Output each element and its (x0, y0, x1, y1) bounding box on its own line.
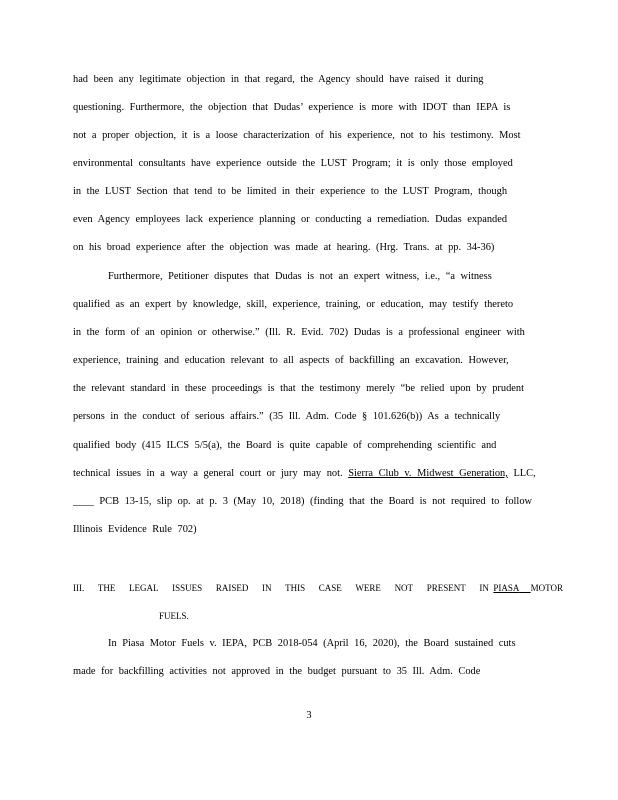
paragraph-1-line-7: on his broad experience after the objection was made at hearing. (Hrg. Trans. at pp. 34-36) (73, 242, 495, 253)
paragraph-2-line-9 (73, 495, 543, 509)
blank-reporter-cite: ____ (73, 496, 94, 507)
paragraph-3-line-2: made for backfilling activities not approved in the budget pursuant to 35 Ill. Adm. Code (73, 666, 481, 677)
line-8-tail: LLC, (507, 468, 536, 479)
paragraph-1-line-3: not a proper objection, it is a loose characterization of his experience, not to his testimony. Most (73, 130, 521, 141)
paragraph-1-line-6: even Agency employees lack experience planning or conducting a remediation. Dudas expanded (73, 214, 508, 225)
heading-number: III. (73, 583, 85, 593)
heading-case-name-2: MOTOR (530, 583, 563, 593)
section-heading (73, 581, 563, 595)
heading-case-name: PIASA (493, 583, 520, 593)
paragraph-2-line-7: qualified body (415 ILCS 5/5(a), the Board is quite capable of comprehending scientific and (73, 440, 497, 451)
heading-word: IN PIASA MOTOR (479, 583, 563, 593)
heading-word: LEGAL (129, 583, 159, 593)
paragraph-2-line-1: Furthermore, Petitioner disputes that Dudas is not an expert witness, i.e., “a witness (108, 271, 492, 282)
page-number: 3 (306, 710, 312, 721)
paragraph-1-line-1: had been any legitimate objection in that regard, the Agency should have raised it during (73, 74, 484, 85)
heading-word: IN (261, 583, 272, 593)
paragraph-2-line-6: persons in the conduct of serious affairs.” (35 Ill. Adm. Code § 101.626(b)) As a technically (73, 411, 501, 422)
heading-word: THIS (285, 583, 306, 593)
paragraph-2-line-2: qualified as an expert by knowledge, skill, experience, training, or education, may testify thereto (73, 299, 514, 310)
paragraph-1-line-5: in the LUST Section that tend to be limited in their experience to the LUST Program, though (73, 186, 508, 197)
heading-word: THE (97, 583, 116, 593)
paragraph-1-line-4: environmental consultants have experience outside the LUST Program; it is only those employed (73, 158, 513, 169)
paragraph-2-line-8 (73, 467, 543, 481)
paragraph-2-line-10: Illinois Evidence Rule 702) (73, 524, 197, 535)
line-8-text: technical issues in a way a general court or jury may not. (73, 468, 349, 479)
heading-word: WERE (355, 583, 381, 593)
case-citation-sierra-club: Sierra Club v. Midwest Generation, (348, 468, 508, 479)
paragraph-2-line-4: experience, training and education relevant to all aspects of backfilling an excavation. However, (73, 355, 509, 366)
paragraph-3-line-1: In Piasa Motor Fuels v. IEPA, PCB 2018-054 (April 16, 2020), the Board sustained cuts (108, 638, 516, 649)
heading-continuation: FUELS. (159, 611, 189, 621)
heading-word: PRESENT (426, 583, 466, 593)
line-9-text: PCB 13-15, slip op. at p. 3 (May 10, 2018) (finding that the Board is not required to follow (93, 496, 533, 507)
heading-word: RAISED (215, 583, 249, 593)
heading-word: ISSUES (172, 583, 203, 593)
heading-word: NOT (394, 583, 414, 593)
paragraph-1-line-2: questioning. Furthermore, the objection that Dudas’ experience is more with IDOT than IEPA is (73, 102, 511, 113)
paragraph-2-line-5: the relevant standard in these proceedings is that the testimony merely “be relied upon by prudent (73, 383, 524, 394)
paragraph-2-line-3: in the form of an opinion or otherwise.” (Ill. R. Evid. 702) Dudas is a professional engineer with (73, 327, 525, 338)
heading-word: CASE (318, 583, 342, 593)
